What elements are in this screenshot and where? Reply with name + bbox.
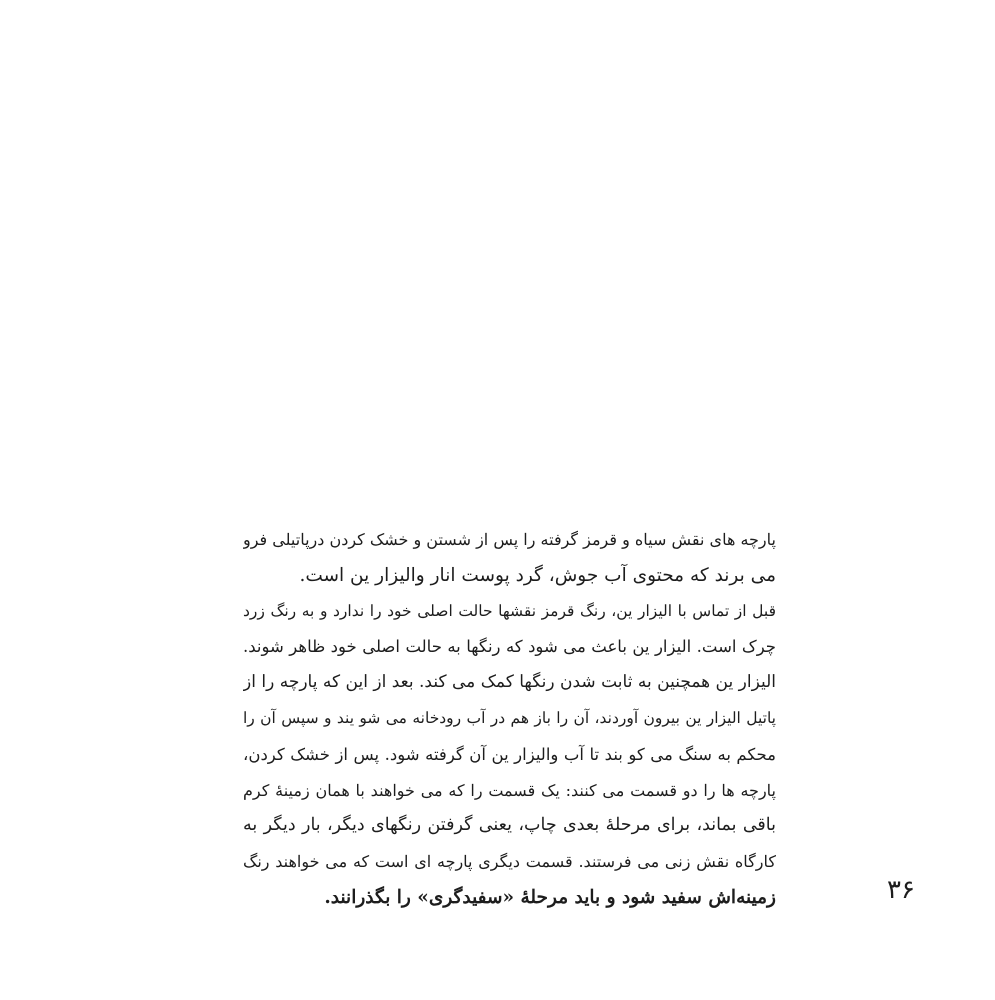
- text-line-3: قبل از تماس با الیزار ین، رنگ قرمز نقشها حالت اصلی خود را ندارد و به رنگ زرد: [243, 601, 776, 620]
- text-line-10: کارگاه نقش زنی می فرستند. قسمت دیگری پارچه ای است که می خواهند رنگ: [243, 852, 776, 872]
- text-line-4: چرک است. الیزار ین باعث می شود که رنگها به حالت اصلی خود ظاهر شوند.: [243, 637, 776, 657]
- body-text: [243, 522, 776, 916]
- text-line-2: می برند که محتوی آب جوش، گرد پوست انار والیزار ین است.: [299, 564, 776, 586]
- text-line-11: زمینه‌اش سفید شود و باید مرحلهٔ «سفیدگری» را بگذرانند.: [324, 886, 776, 908]
- text-line-8: پارچه ها را دو قسمت می کنند: یک قسمت را که می خواهند با همان زمینهٔ کرم: [243, 780, 776, 800]
- page-number: ۳۶: [887, 875, 915, 905]
- text-line-5: الیزار ین همچنین به ثابت شدن رنگها کمک می کند. بعد از این که پارچه را از: [243, 672, 776, 693]
- text-line-9: باقی بماند، برای مرحلهٔ بعدی چاپ، یعنی گرفتن رنگهای دیگر، بار دیگر به: [243, 815, 776, 836]
- text-line-7: محکم به سنگ می کو بند تا آب والیزار ین آن گرفته شود. پس از خشک کردن،: [243, 744, 776, 764]
- text-line-1: پارچه های نقش سیاه و قرمز گرفته را پس از شستن و خشک کردن درپاتیلی فرو: [243, 530, 776, 549]
- text-line-6: پاتیل الیزار ین بیرون آوردند، آن را باز هم در آب رودخانه می شو یند و سپس آن را: [243, 708, 776, 727]
